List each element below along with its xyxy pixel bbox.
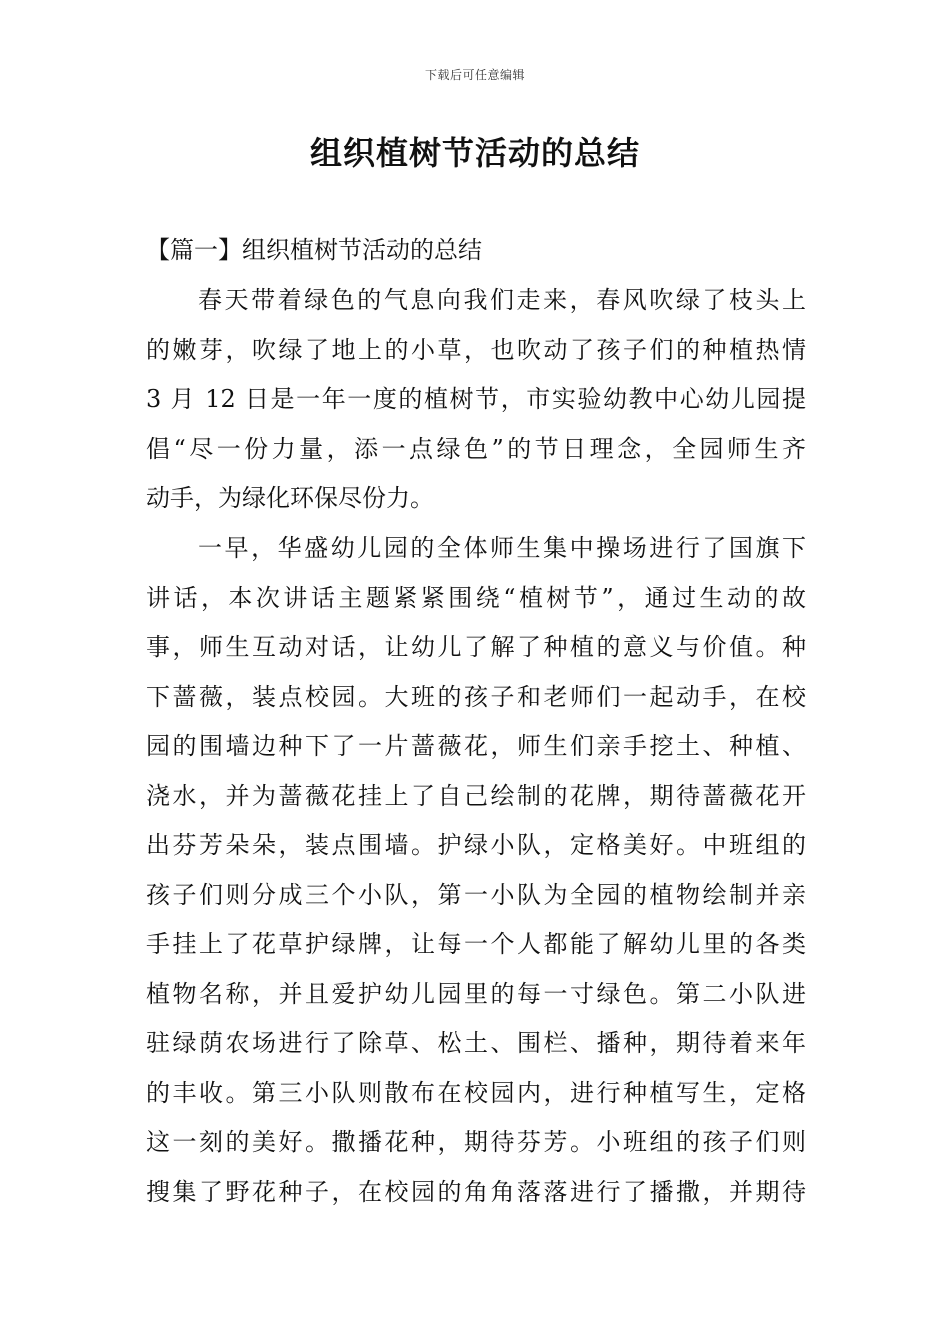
paragraph-line: 的嫩芽，吹绿了地上的小草，也吹动了孩子们的种植热情 <box>146 335 806 364</box>
paragraph-line: 手挂上了花草护绿牌，让每一个人都能了解幼儿里的各类 <box>146 930 806 958</box>
paragraph-2 <box>146 524 806 1217</box>
paragraph-line: 植物名称，并且爱护幼儿园里的每一寸绿色。第二小队进 <box>146 979 806 1008</box>
paragraph-line: 出芬芳朵朵，装点围墙。护绿小队，定格美好。中班组的 <box>146 831 806 859</box>
section-heading: 【篇一】组织植树节活动的总结 <box>146 236 482 264</box>
paragraph-line: 这一刻的美好。撒播花种，期待芬芳。小班组的孩子们则 <box>146 1128 806 1156</box>
document-title: 组织植树节活动的总结 <box>309 134 640 172</box>
paragraph-line: 驻绿荫农场进行了除草、松土、围栏、播种，期待着来年 <box>146 1029 806 1057</box>
paragraph-line: 动手，为绿化环保尽份力。 <box>146 484 434 512</box>
paragraph-line: 搜集了野花种子，在校园的角角落落进行了播撒，并期待 <box>146 1177 806 1206</box>
paragraph-line: 浇水，并为蔷薇花挂上了自己绘制的花牌，期待蔷薇花开 <box>146 781 806 810</box>
paragraph-line: 下蔷薇，装点校园。大班的孩子和老师们一起动手，在校 <box>146 682 806 711</box>
paragraph-line: 倡“尽一份力量，添一点绿色”的节日理念，全园师生齐 <box>146 434 806 463</box>
paragraph-1 <box>146 276 806 524</box>
paragraph-line: 孩子们则分成三个小队，第一小队为全园的植物绘制并亲 <box>146 880 806 909</box>
header-note: 下载后可任意编辑 <box>424 68 525 82</box>
paragraph-line: 事，师生互动对话，让幼儿了解了种植的意义与价值。种 <box>146 633 806 661</box>
paragraph-line: 春天带着绿色的气息向我们走来，春风吹绿了枝头上 <box>198 286 806 314</box>
paragraph-line: 讲话，本次讲话主题紧紧围绕“植树节”，通过生动的故 <box>146 583 806 612</box>
paragraph-line: 园的围墙边种下了一片蔷薇花，师生们亲手挖土、种植、 <box>146 732 806 760</box>
paragraph-line: 的丰收。第三小队则散布在校园内，进行种植写生，定格 <box>146 1078 806 1107</box>
paragraph-line: 一早，华盛幼儿园的全体师生集中操场进行了国旗下 <box>198 534 806 562</box>
paragraph-line: 3 月 12 日是一年一度的植树节，市实验幼教中心幼儿园提 <box>146 385 806 413</box>
